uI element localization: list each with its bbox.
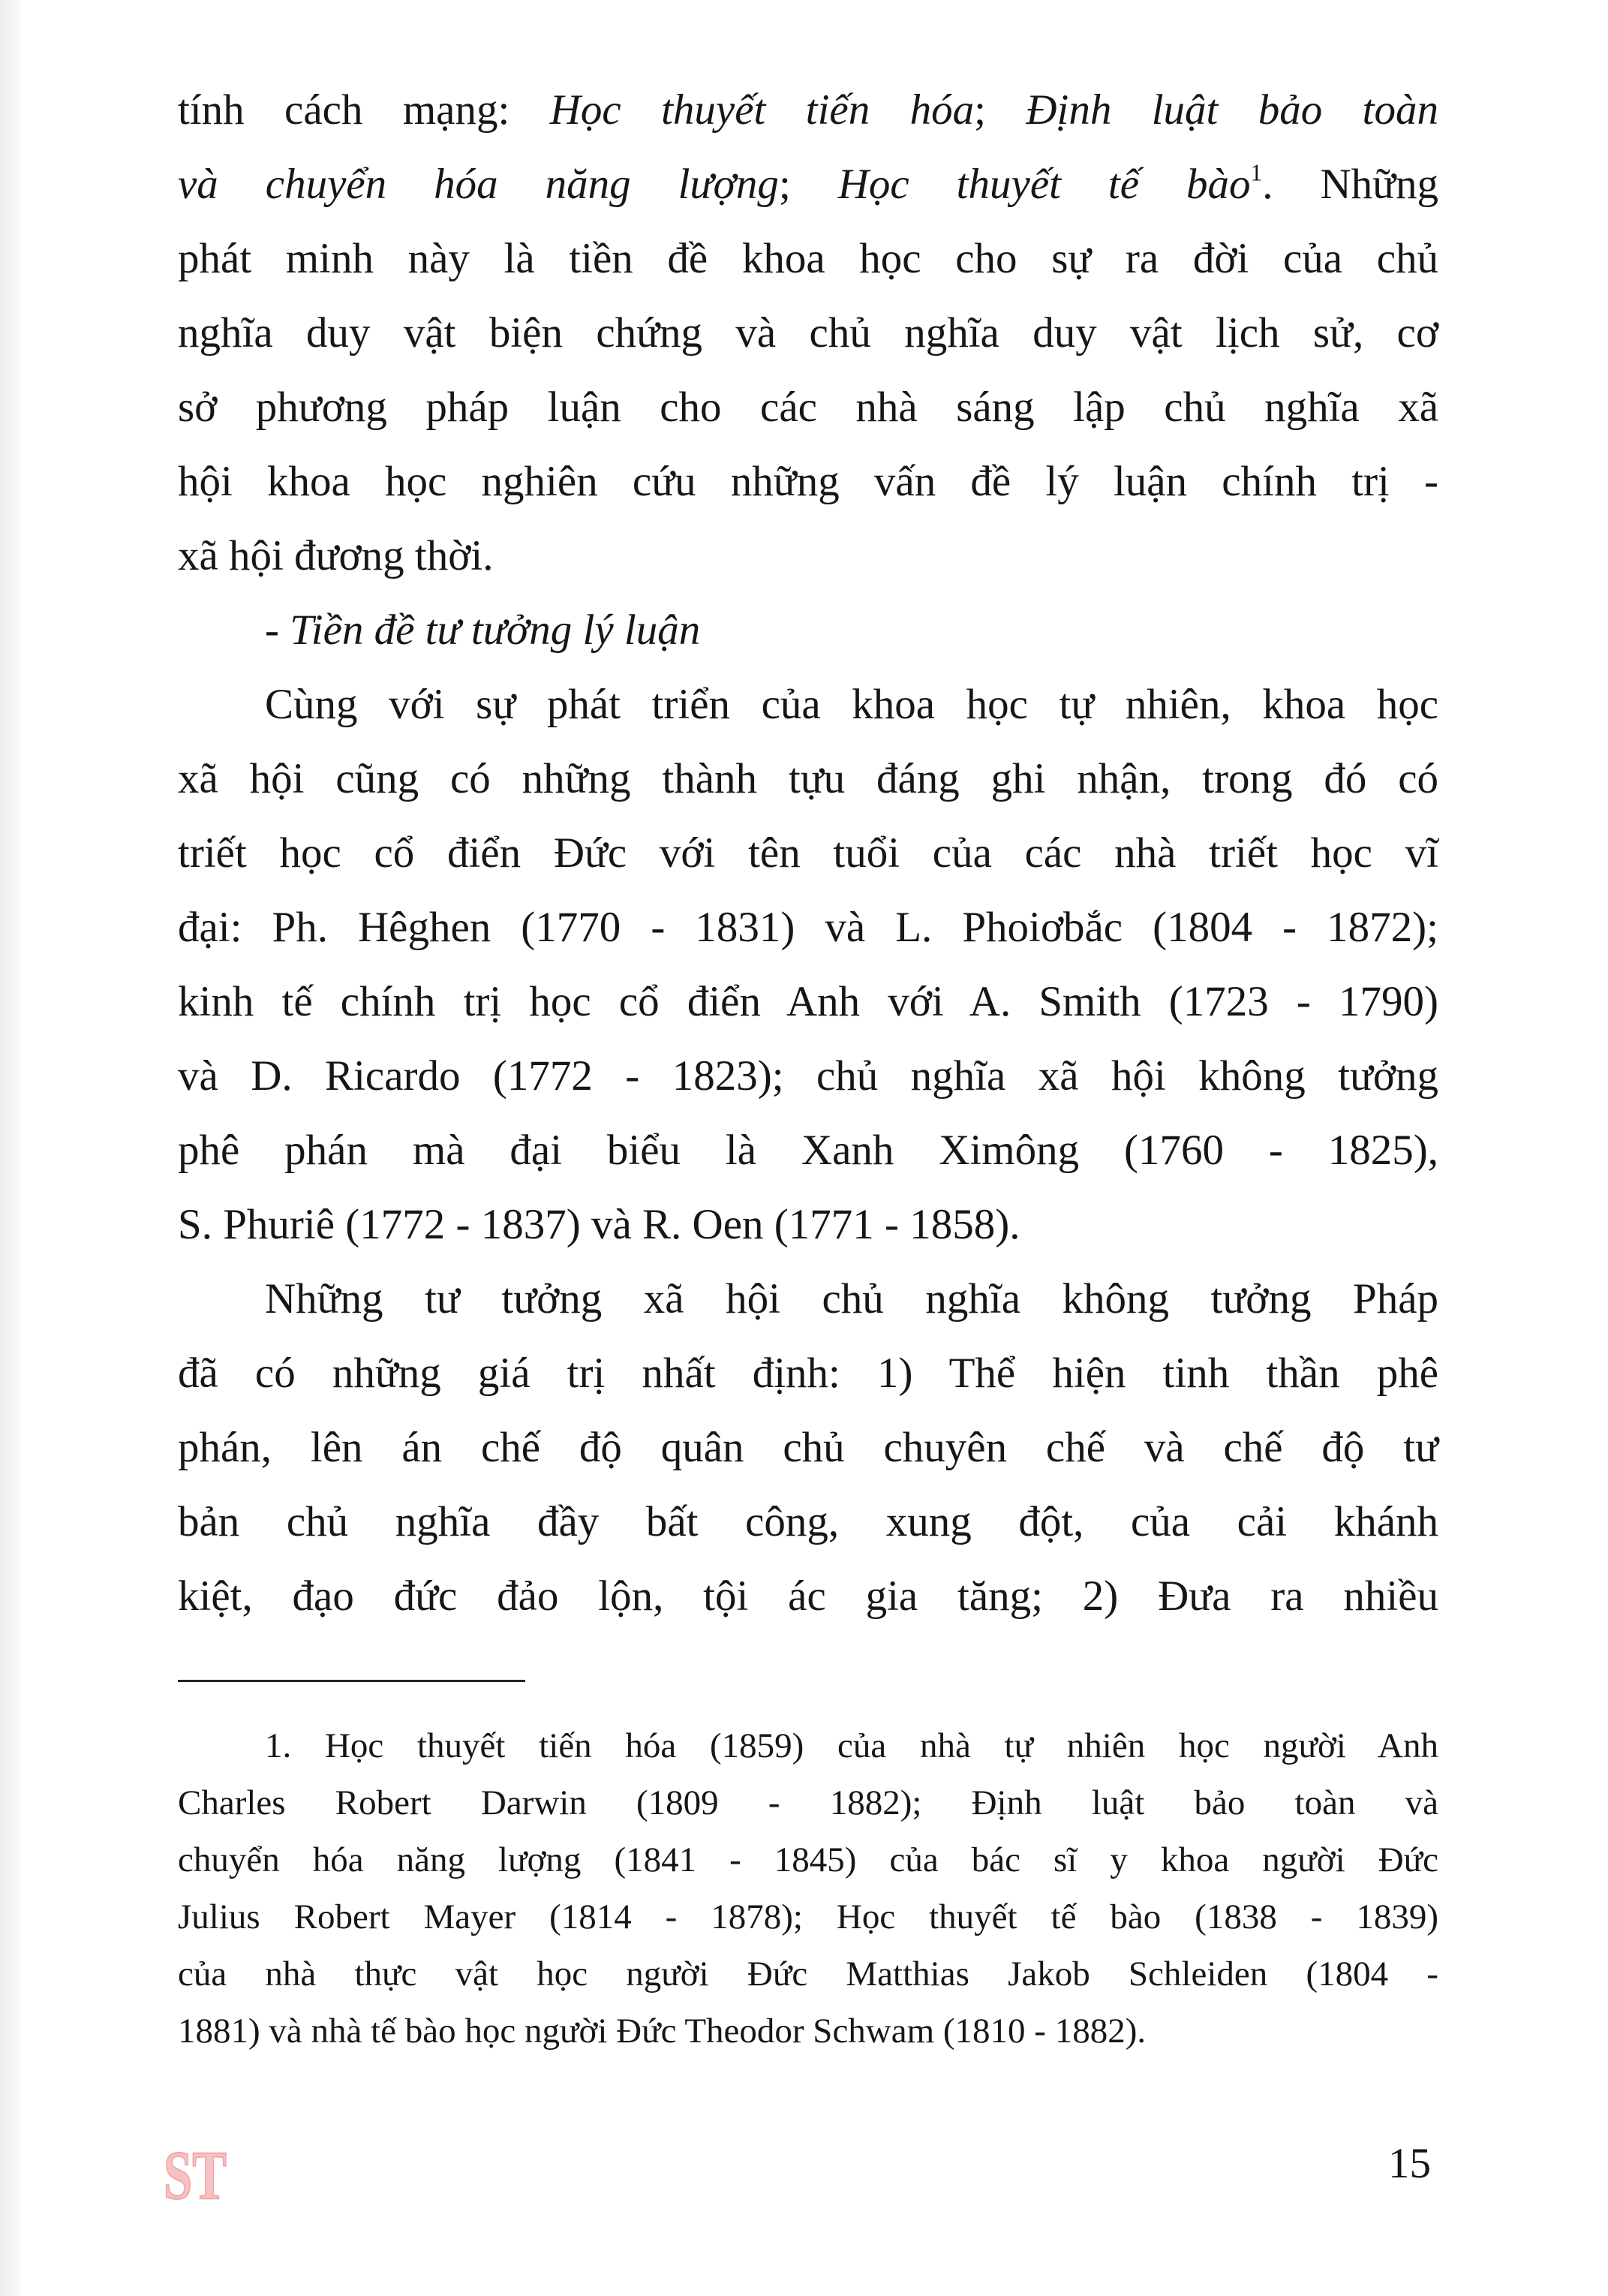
text-run: xã hội cũng có những thành tựu đáng ghi nhận, trong đó có [178,755,1438,802]
text-line [178,1945,1438,2003]
text-line [178,370,1438,444]
text-run: triết học cổ điển Đức với tên tuổi của các nhà triết học vĩ [178,829,1438,877]
text-run: . Những [1262,161,1438,208]
text-line [178,519,1438,593]
text-run: Julius Robert Mayer (1814 - 1878); Học thuyết tế bào (1838 - 1839) [178,1897,1438,1936]
text-line [178,1187,1438,1262]
text-run: 1881) và nhà tế bào học người Đức Theodor Schwam (1810 - 1882). [178,2012,1147,2051]
main-text [178,73,1438,1633]
publisher-logo [161,2135,230,2213]
page-number: 15 [1388,2140,1431,2187]
text-line [178,1888,1438,1945]
text-run: hội khoa học nghiên cứu những vấn đề lý luận chính trị - [178,458,1438,505]
text-run: chuyển hóa năng lượng (1841 - 1845) của bác sĩ y khoa người Đức [178,1840,1438,1879]
text-run: 1. Học thuyết tiến hóa (1859) của nhà tự nhiên học người Anh [265,1726,1438,1765]
text-run: đại: Ph. Hêghen (1770 - 1831) và L. Phoiơbắc (1804 - 1872); [178,904,1438,951]
text-run: kinh tế chính trị học cổ điển Anh với A. Smith (1723 - 1790) [178,978,1438,1025]
text-run: ; [778,161,838,208]
text-line [178,1774,1438,1831]
text-line [178,593,1438,667]
text-line [178,816,1438,890]
text-run: xã hội đương thời. [178,532,494,579]
italic-text: và chuyển hóa năng lượng [178,161,779,208]
italic-text: Định luật bảo toàn [1026,86,1438,134]
footnote [178,1717,1438,2060]
page-edge-shadow [0,0,20,2296]
svg-text:ST: ST [164,2137,227,2213]
text-run: phán, lên án chế độ quân chủ chuyên chế và chế độ tư [178,1424,1438,1471]
text-run: và D. Ricardo (1772 - 1823); chủ nghĩa xã hội không tưởng [178,1052,1438,1100]
text-line [178,221,1438,296]
text-run: phát minh này là tiền đề khoa học cho sự ra đời của chủ [178,235,1438,282]
text-line [178,1336,1438,1410]
text-run: phê phán mà đại biểu là Xanh Ximông (1760 - 1825), [178,1127,1438,1174]
text-run: đã có những giá trị nhất định: 1) Thể hiện tinh thần phê [178,1350,1438,1397]
text-run: Những tư tưởng xã hội chủ nghĩa không tưởng Pháp [265,1275,1438,1323]
text-run: của nhà thực vật học người Đức Matthias Jakob Schleiden (1804 - [178,1954,1438,1994]
italic-text: Học thuyết tiến hóa [549,86,975,134]
text-line [178,1262,1438,1336]
footnote-reference[interactable]: 1 [1250,159,1263,186]
text-line [178,444,1438,519]
text-line [178,147,1438,221]
text-run: Charles Robert Darwin (1809 - 1882); Định luật bảo toàn và [178,1783,1438,1822]
text-line [178,1559,1438,1633]
text-run: nghĩa duy vật biện chứng và chủ nghĩa duy vật lịch sử, cơ [178,309,1438,357]
text-line [178,2003,1438,2060]
text-run: ; [974,86,1026,134]
text-line [178,1717,1438,1774]
text-line [178,1831,1438,1888]
text-run: S. Phuriê (1772 - 1837) và R. Oen (1771 - 1858). [178,1201,1020,1248]
text-line [178,73,1438,147]
text-line [178,964,1438,1039]
text-run: bản chủ nghĩa đầy bất công, xung đột, của cải khánh [178,1498,1438,1545]
text-line [178,1039,1438,1113]
text-line [178,890,1438,964]
text-run: sở phương pháp luận cho các nhà sáng lập chủ nghĩa xã [178,384,1438,431]
text-line [178,742,1438,816]
text-line [178,1113,1438,1187]
text-run: kiệt, đạo đức đảo lộn, tội ác gia tăng; 2) Đưa ra nhiều [178,1572,1438,1620]
footnote-divider [178,1680,525,1682]
text-line [178,667,1438,742]
text-line [178,1410,1438,1485]
italic-text: Học thuyết tế bào [837,161,1251,208]
italic-text: - Tiền đề tư tưởng lý luận [265,606,701,654]
text-run: tính cách mạng: [178,86,550,134]
text-line [178,296,1438,370]
text-line [178,1485,1438,1559]
text-run: Cùng với sự phát triển của khoa học tự nhiên, khoa học [265,681,1438,728]
